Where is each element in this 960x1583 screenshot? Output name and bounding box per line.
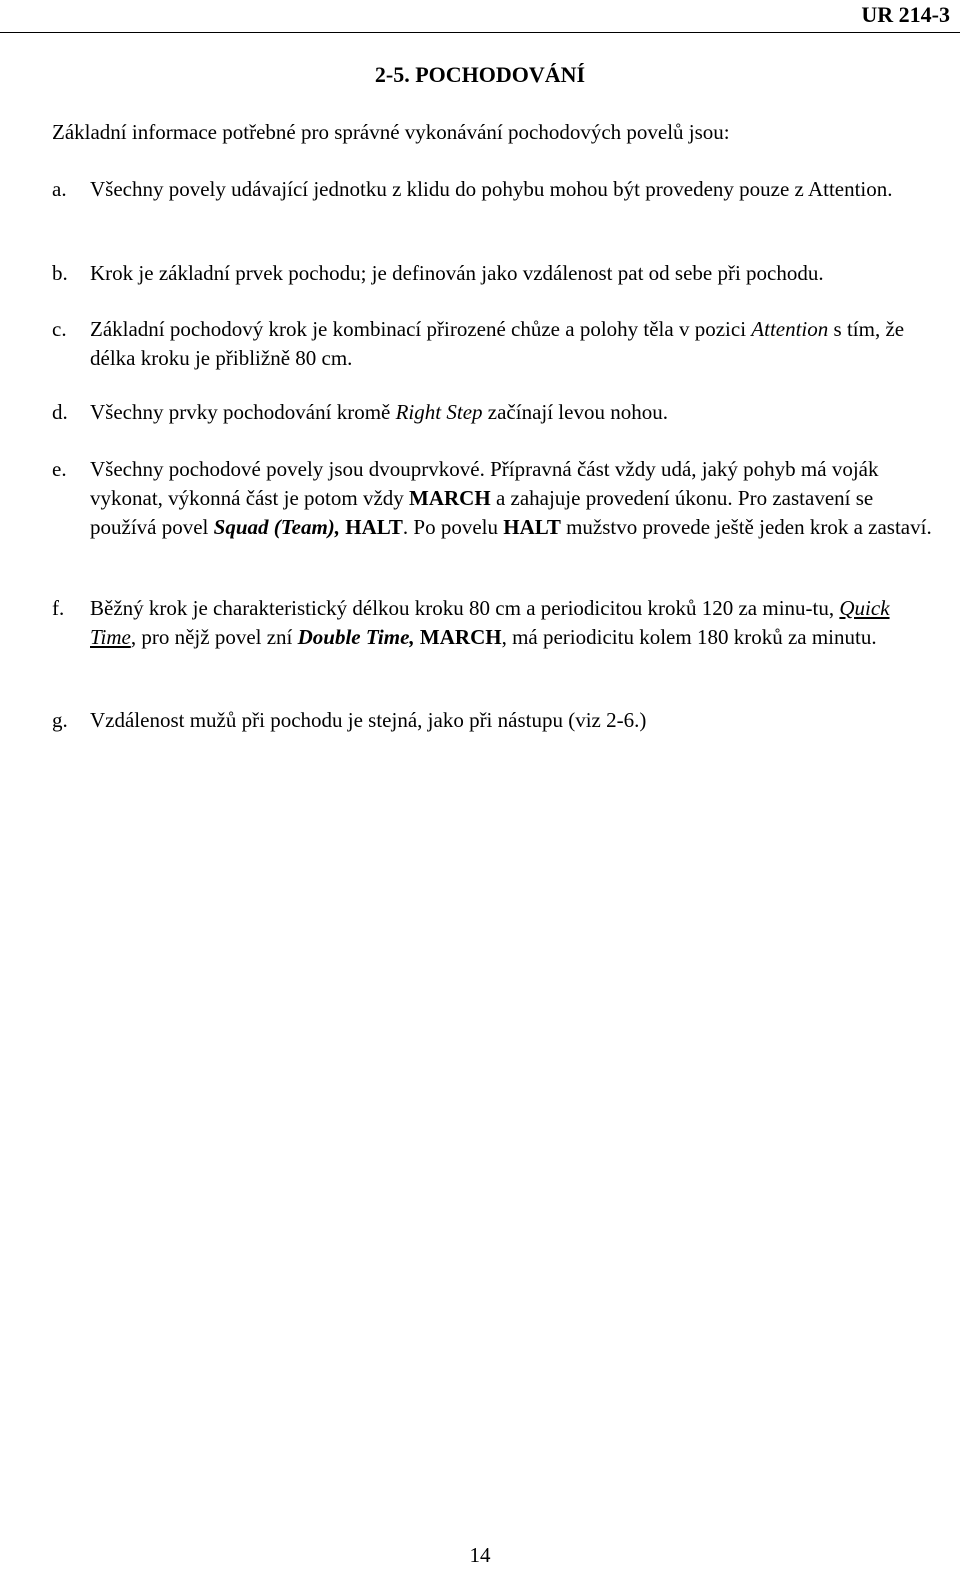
list-item-text	[90, 315, 932, 373]
text-run: Běžný krok je charakteristický délkou kroku 80 cm a periodicitou kroků 120 za minu-tu,	[90, 596, 840, 620]
bold-command: MARCH	[419, 625, 502, 649]
text-run: . Po povelu	[402, 515, 504, 539]
list-item-text: Krok je základní prvek pochodu; je definován jako vzdálenost pat od sebe při pochodu.	[90, 261, 824, 285]
text-run: a zahajuje provedení úkonu. Pro zastavení se používá povel	[90, 486, 874, 539]
italic-term: Attention	[751, 317, 829, 341]
list-item-text: Vzdálenost mužů při pochodu je stejná, jako při nástupu (viz 2-6.)	[90, 708, 647, 732]
section-title: 2-5. POCHODOVÁNÍ	[374, 62, 586, 87]
bold-command: HALT	[503, 515, 561, 539]
text-run: mužstvo provede ještě jeden krok a zastaví.	[560, 515, 932, 539]
list-item-b	[52, 259, 932, 288]
text-run: Základní pochodový krok je kombinací přirozené chůze a polohy těla v pozici	[90, 317, 752, 341]
header-rule	[0, 32, 960, 33]
bold-command: HALT	[345, 515, 403, 539]
text-run: , má periodicitu kolem 180 kroků za minutu.	[501, 625, 877, 649]
list-item-c	[52, 315, 932, 373]
list-item-text	[90, 594, 932, 652]
list-marker: a.	[52, 177, 67, 201]
list-marker: b.	[52, 261, 68, 285]
bold-italic-command: Squad (Team),	[213, 515, 341, 539]
italic-term: Right Step	[395, 400, 483, 424]
list-item-f	[52, 594, 932, 652]
list-marker: g.	[52, 708, 68, 732]
list-marker: d.	[52, 400, 68, 424]
list-item-text: Všechny povely udávající jednotku z klidu do pohybu mohou být provedeny pouze z Attention.	[90, 177, 893, 201]
underlined-italic-term: Quick Time	[90, 596, 890, 649]
page-number: 14	[469, 1543, 491, 1567]
header-code: UR 214-3	[861, 2, 950, 27]
text-run: Všechny prvky pochodování kromě	[90, 400, 396, 424]
list-marker: e.	[52, 457, 67, 481]
intro-paragraph: Základní informace potřebné pro správné vykonávání pochodových povelů jsou:	[52, 120, 730, 144]
list-item-d	[52, 398, 932, 427]
list-item-text	[90, 455, 932, 542]
list-item-a	[52, 175, 932, 204]
list-marker: c.	[52, 317, 67, 341]
list-item-e	[52, 455, 932, 542]
list-marker: f.	[52, 596, 65, 620]
text-run: Všechny pochodové povely jsou dvouprvkové. Přípravná část vždy udá, jaký pohyb má voják vykonat, výkonná část je potom vždy	[90, 457, 879, 510]
text-run: začínají levou nohou.	[482, 400, 668, 424]
text-run: , pro nějž povel zní	[130, 625, 298, 649]
bold-italic-command: Double Time,	[297, 625, 415, 649]
list-item-g	[52, 706, 932, 735]
bold-command: MARCH	[409, 486, 491, 510]
list-item-text	[90, 398, 932, 427]
text-run: s tím, že délka kroku je přibližně 80 cm.	[90, 317, 905, 370]
